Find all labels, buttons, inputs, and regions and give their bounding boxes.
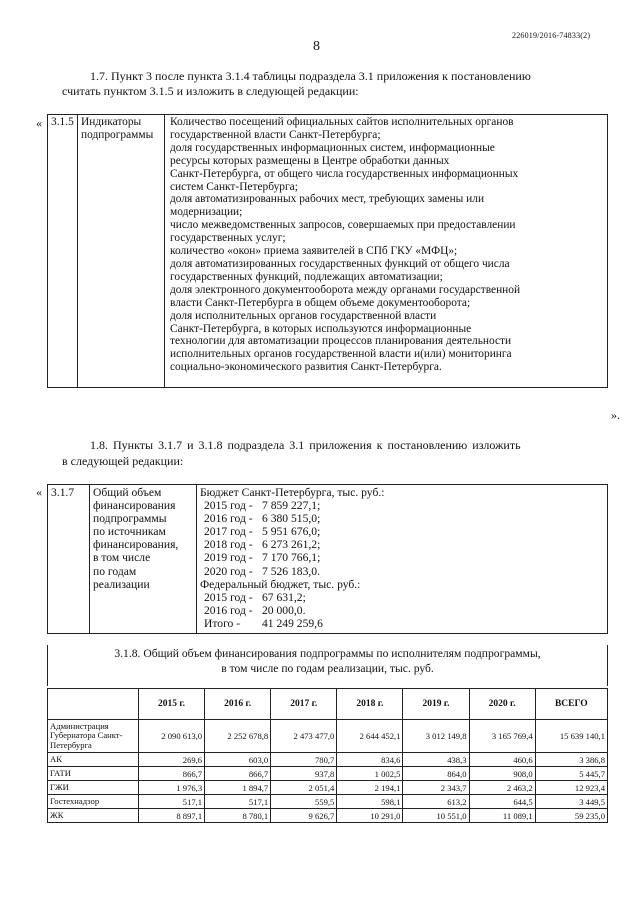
value-cell: 2 343,7 (403, 781, 469, 795)
page-number: 8 (313, 39, 320, 54)
value-cell: 2 090 613,0 (139, 720, 205, 753)
org-cell: Администрация Губернатора Санкт-Петербурга (48, 720, 139, 753)
indicators-name (78, 115, 165, 388)
value-cell: 10 551,0 (403, 809, 469, 823)
name-line: по годам (93, 564, 137, 578)
value-cell: 866,7 (139, 767, 205, 781)
header-cell (48, 689, 139, 720)
value-cell: 438,3 (403, 753, 469, 767)
budget-year: 2018 год - (204, 538, 253, 552)
executors-table (47, 688, 608, 823)
name-line: Общий объем (93, 486, 162, 499)
budget-row (200, 591, 604, 604)
value-cell: 598,1 (337, 795, 403, 809)
budget-row (200, 499, 604, 512)
budget-value: 7 526 183,0. (262, 564, 320, 578)
executors-header-row (48, 689, 608, 720)
name-line: реализации (93, 577, 150, 591)
header-cell: 2015 г. (139, 689, 205, 720)
name-line: по источникам (93, 525, 166, 539)
indicators-code: 3.1.5 (48, 115, 78, 388)
content-line: модернизации; (170, 206, 243, 219)
table-row (48, 781, 608, 795)
value-cell: 559,5 (271, 795, 337, 809)
budget-row (200, 512, 604, 525)
content-line: государственной власти Санкт-Петербурга; (170, 128, 381, 141)
budget-year: 2015 год - (204, 590, 253, 604)
value-cell: 9 626,7 (271, 809, 337, 823)
header-cell: ВСЕГО (535, 689, 607, 720)
paragraph-1-7-line2: считать пунктом 3.1.5 и изложить в следующей редакции: (62, 84, 359, 98)
value-cell: 3 165 769,4 (469, 720, 535, 753)
budget-value: 7 859 227,1; (262, 499, 321, 513)
budget-year: 2020 год - (204, 564, 253, 578)
content-line: доля автоматизированных государственных функций от общего числа (170, 257, 510, 270)
budget-value: 5 951 676,0; (262, 525, 321, 539)
value-cell: 59 235,0 (535, 809, 607, 823)
value-cell: 1 894,7 (205, 781, 271, 795)
budget-row (200, 565, 604, 578)
value-cell: 11 089,1 (469, 809, 535, 823)
budget-row (200, 525, 604, 538)
budget-year: Итого - (204, 616, 241, 630)
org-cell: Гостехнадзор (48, 795, 139, 809)
budget-value: 20 000,0. (262, 603, 306, 617)
header-cell: 2017 г. (271, 689, 337, 720)
paragraph-1-8-line1: 1.8. Пункты 3.1.7 и 3.1.8 подраздела 3.1 приложения к постановлению изложить (90, 438, 521, 452)
document-number: 226019/2016-74833(2) (512, 31, 591, 40)
value-cell: 3 449,5 (535, 795, 607, 809)
financing-table (47, 484, 608, 634)
financing-row (48, 485, 608, 634)
name-line: финансирования (93, 499, 176, 513)
value-cell: 5 445,7 (535, 767, 607, 781)
value-cell: 460,6 (469, 753, 535, 767)
title-line: 3.1.8. Общий объем финансирования подпрограммы по исполнителям подпрограммы, (114, 647, 541, 660)
value-cell: 603,0 (205, 753, 271, 767)
value-cell: 644,5 (469, 795, 535, 809)
value-cell: 3 012 149,8 (403, 720, 469, 753)
value-cell: 269,6 (139, 753, 205, 767)
table-row (48, 753, 608, 767)
content-line: Количество посещений официальных сайтов исполнительных органов (170, 116, 514, 128)
name-line: подпрограммы (93, 512, 167, 526)
financing-code: 3.1.7 (48, 485, 90, 634)
value-cell: 834,6 (337, 753, 403, 767)
table-row (48, 795, 608, 809)
header-cell: 2018 г. (337, 689, 403, 720)
value-cell: 15 639 140,1 (535, 720, 607, 753)
open-quote: « (36, 116, 42, 130)
content-line: число межведомственных запросов, совершаемых при предоставлении (170, 219, 516, 232)
value-cell: 613,2 (403, 795, 469, 809)
content-line: Санкт-Петербурга, в которых используются информационные (170, 322, 472, 335)
value-cell: 1 002,5 (337, 767, 403, 781)
content-line: доля автоматизированных рабочих мест, требующих замены или (170, 193, 485, 206)
budget-year: 2015 год - (204, 499, 253, 513)
content-line: ресурсы которых размещены в Центре обработки данных (170, 154, 450, 167)
value-cell: 1 976,3 (139, 781, 205, 795)
paragraph-1-8-line2: в следующей редакции: (62, 454, 184, 468)
financing-content (197, 485, 608, 634)
content-line: доля электронного документооборота между органами государственной (170, 283, 521, 296)
content-line: исполнительных органов государственной власти и(или) мониторинга (170, 348, 512, 361)
budget-value: 41 249 259,6 (262, 616, 323, 630)
value-cell: 2 051,4 (271, 781, 337, 795)
budget-value: 67 631,2; (262, 590, 306, 604)
content-line: систем Санкт-Петербурга; (170, 180, 298, 193)
name-line: Индикаторы (81, 116, 142, 128)
budget-year: 2016 год - (204, 512, 253, 526)
budget-year: 2019 год - (204, 551, 253, 565)
header-cell: 2019 г. (403, 689, 469, 720)
value-cell: 10 291,0 (337, 809, 403, 823)
budget-value: 6 380 515,0; (262, 512, 321, 526)
value-cell: 2 473 477,0 (271, 720, 337, 753)
budget-row (200, 604, 604, 617)
table-row (48, 767, 608, 781)
value-cell: 864,0 (403, 767, 469, 781)
budget-year: 2017 год - (204, 525, 253, 539)
value-cell: 3 386,8 (535, 753, 607, 767)
budget-total-row (200, 617, 604, 630)
title-line: в том числе по годам реализации, тыс. руб. (221, 662, 434, 675)
open-quote-2: « (36, 485, 42, 499)
content-line: власти Санкт-Петербурга в общем объеме документооборота; (170, 296, 471, 309)
content-line: социально-экономического развития Санкт-Петербурга. (170, 361, 442, 374)
table-row (48, 809, 608, 823)
value-cell: 517,1 (205, 795, 271, 809)
org-cell: АК (48, 753, 139, 767)
value-cell: 937,8 (271, 767, 337, 781)
budget-value: 7 170 766,1; (262, 551, 321, 565)
budget-value: 6 273 261,2; (262, 538, 321, 552)
indicators-table (47, 114, 608, 388)
content-line: доля государственных информационных систем, информационные (170, 141, 495, 154)
value-cell: 12 923,4 (535, 781, 607, 795)
table-row (48, 720, 608, 753)
budget-spb-title: Бюджет Санкт-Петербурга, тыс. руб.: (200, 486, 385, 499)
financing-name (90, 485, 197, 634)
indicators-row (48, 115, 608, 388)
value-cell: 517,1 (139, 795, 205, 809)
budget-row (200, 551, 604, 564)
indicators-content (165, 115, 608, 388)
org-cell: ГЖИ (48, 781, 139, 795)
org-cell: ЖК (48, 809, 139, 823)
section-3-1-8-title (47, 646, 608, 676)
org-cell: ГАТИ (48, 767, 139, 781)
budget-row (200, 538, 604, 551)
name-line: в том числе (93, 551, 151, 565)
content-line: государственных функций, подлежащих автоматизации; (170, 270, 443, 283)
value-cell: 2 463,2 (469, 781, 535, 795)
header-cell: 2016 г. (205, 689, 271, 720)
budget-fed-title: Федеральный бюджет, тыс. руб.: (200, 577, 361, 591)
value-cell: 908,0 (469, 767, 535, 781)
content-line: государственных услуг; (170, 232, 286, 245)
value-cell: 2 194,1 (337, 781, 403, 795)
content-line: доля исполнительных органов государственной власти (170, 309, 437, 322)
close-quote: ». (611, 408, 620, 422)
value-cell: 780,7 (271, 753, 337, 767)
value-cell: 866,7 (205, 767, 271, 781)
content-line: технологии для автоматизации процессов планирования деятельности (170, 335, 512, 348)
budget-year: 2016 год - (204, 603, 253, 617)
paragraph-1-7-line1: 1.7. Пункт 3 после пункта 3.1.4 таблицы подраздела 3.1 приложения к постановлению (90, 69, 531, 83)
header-cell: 2020 г. (469, 689, 535, 720)
value-cell: 2 252 678,8 (205, 720, 271, 753)
value-cell: 8 780,1 (205, 809, 271, 823)
content-line: количество «окон» приема заявителей в СПб ГКУ «МФЦ»; (170, 245, 458, 258)
name-line: подпрограммы (81, 128, 154, 141)
value-cell: 8 897,1 (139, 809, 205, 823)
content-line: Санкт-Петербурга, от общего числа государственных информационных (170, 167, 519, 180)
value-cell: 2 644 452,1 (337, 720, 403, 753)
name-line: финансирования, (93, 538, 179, 552)
